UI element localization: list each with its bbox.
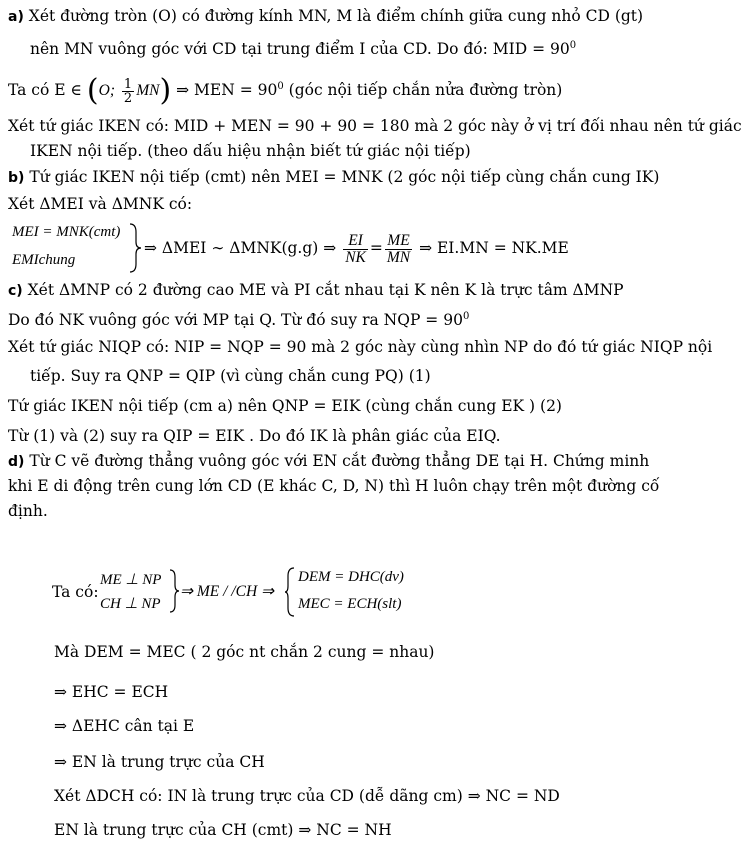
- part-c-line-6: Từ (1) và (2) suy ra QIP = EIK . Do đó IK là phân giác của EIQ.: [8, 427, 501, 445]
- part-b-similarity-system: MEI = MNK(cmt) EMIchung ⇒ ΔMEI ∼ ΔMNK(g.g) ⇒ $\frac{EI}{NK}$ = $\frac{ME}{MN}$ ⇒ EI.MN = NK.ME: [12, 222, 652, 274]
- fraction-ei-nk: $\frac{EI}{NK}$: [345, 231, 366, 266]
- part-a-line-5: IKEN nội tiếp. (theo dấu hiệu nhận biết tứ giác nội tiếp): [30, 142, 471, 160]
- part-c-line-1: c) Xét ΔMNP có 2 đường cao ME và PI cắt nhau tại K nên K là trực tâm ΔMNP: [8, 281, 624, 299]
- part-d-line-8: Xét ΔDCH có: IN là trung trực của CD (dễ dãng cm) ⇒ NC = ND: [54, 787, 560, 805]
- part-c-line-3: Xét tứ giác NIQP có: NIP = NQP = 90 mà 2 góc này cùng nhìn NP do đó tứ giác NIQP nội: [8, 338, 713, 356]
- right-brace-icon: [128, 222, 142, 274]
- part-d-line-6: ⇒ ΔEHC cân tại E: [54, 717, 195, 735]
- part-b-line-1: b) Tứ giác IKEN nội tiếp (cmt) nên MEI = MNK (2 góc nội tiếp cùng chắn cung IK): [8, 168, 660, 186]
- part-d-line-7: ⇒ EN là trung trực của CH: [54, 753, 265, 771]
- part-a-line-1: a) Xét đường tròn (O) có đường kính MN, M là điểm chính giữa cung nhỏ CD (gt): [8, 7, 644, 25]
- part-a-label: a): [8, 9, 24, 25]
- part-a-line-2: nên MN vuông góc với CD tại trung điểm I của CD. Do đó: MID = $90^0$: [30, 40, 577, 59]
- fraction-me-mn: $\frac{ME}{MN}$: [386, 231, 411, 266]
- part-d-line-4: Mà DEM = MEC ( 2 góc nt chắn 2 cung = nhau): [54, 643, 435, 661]
- part-d-line-9: EN là trung trực của CH (cmt) ⇒ NC = NH: [54, 821, 392, 839]
- part-c-line-2: Do đó NK vuông góc với MP tại Q. Từ đó suy ra NQP = $90^0$: [8, 311, 470, 330]
- left-brace-icon: [284, 566, 296, 618]
- part-d-line-1: d) Từ C vẽ đường thẳng vuông góc với EN cắt đường thẳng DE tại H. Chứng minh: [8, 452, 650, 470]
- part-c-line-4: tiếp. Suy ra QNP = QIP (vì cùng chắn cung PQ) (1): [30, 367, 431, 385]
- part-d-parallel-system: Ta có: ME ⊥ NP CH ⊥ NP ⇒ ME / /CH ⇒ DEM = DHC(dv) MEC = ECH(slt): [52, 566, 652, 622]
- part-b-line-2: Xét ΔMEI và ΔMNK có:: [8, 195, 193, 213]
- fraction-half: $\frac{1}{2}$: [123, 76, 133, 106]
- part-a-line-3: Ta có E ∈ (O; $\frac{1}{2}$ MN) ⇒ MEN = $90^0$ (góc nội tiếp chắn nửa đường tròn): [8, 73, 563, 109]
- part-b-label: b): [8, 170, 25, 186]
- part-c-line-5: Tứ giác IKEN nội tiếp (cm a) nên QNP = EIK (cùng chắn cung EK ) (2): [8, 397, 562, 415]
- part-a-line-4: Xét tứ giác IKEN có: MID + MEN = 90 + 90 = 180 mà 2 góc này ở vị trí đối nhau nên tứ giác: [8, 117, 742, 135]
- part-c-label: c): [8, 283, 23, 299]
- right-brace-icon: [168, 568, 180, 614]
- part-d-line-5: ⇒ EHC = ECH: [54, 683, 169, 701]
- part-d-label: d): [8, 454, 25, 470]
- part-d-line-2: khi E di động trên cung lớn CD (E khác C, D, N) thì H luôn chạy trên một đường cố: [8, 477, 660, 495]
- part-d-line-3: định.: [8, 502, 48, 520]
